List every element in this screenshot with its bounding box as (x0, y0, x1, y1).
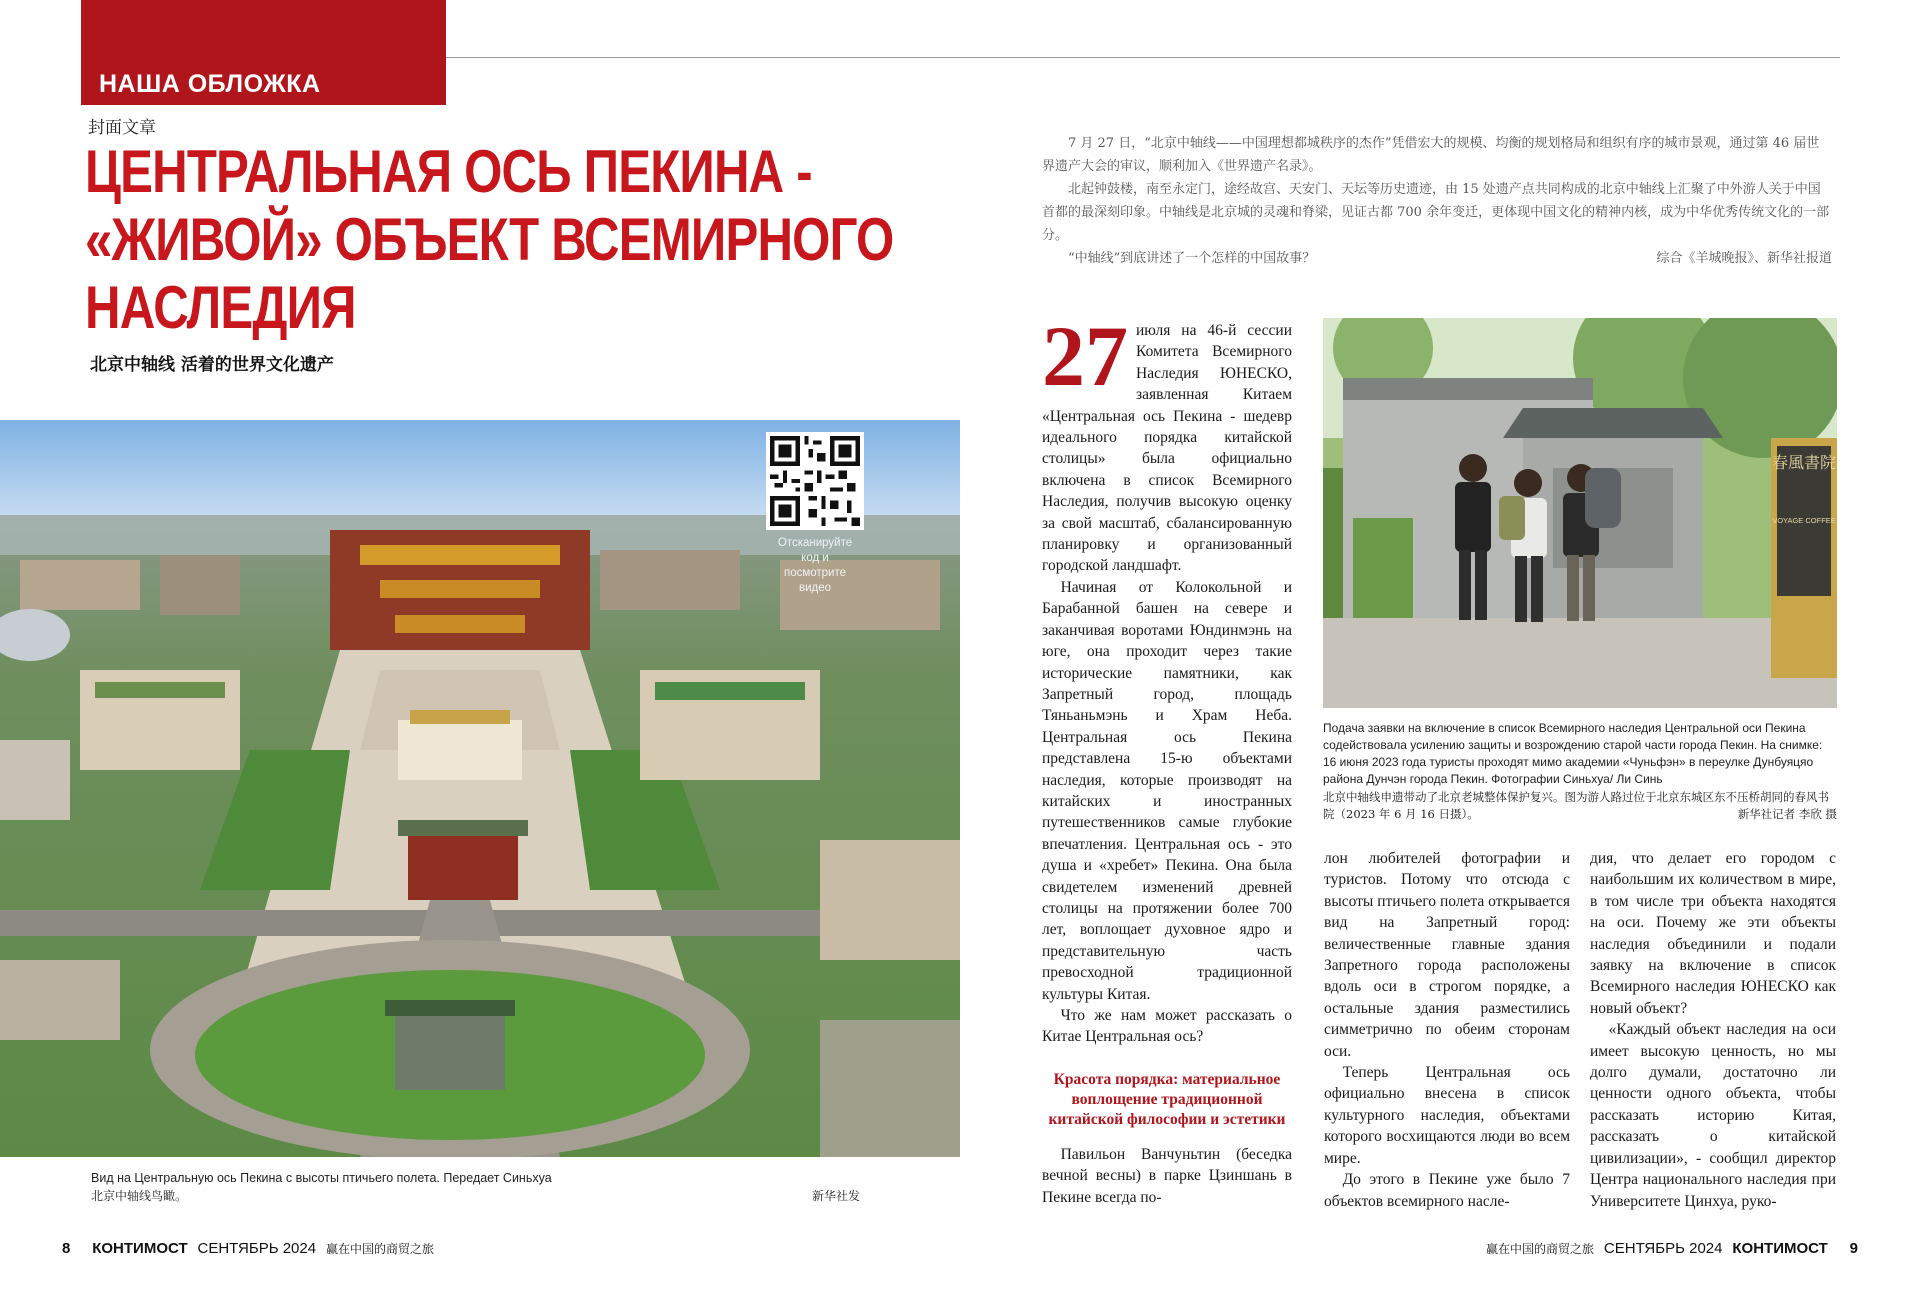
article-paragraph: Теперь Центральная ось официально внесена в список культурного наследия, объектами которого восхищаются люди во всем мире. (1324, 1064, 1570, 1167)
article-paragraph: Павильон Ванчуньтин (беседка вечной весны) в парке Цзиншань в Пекине всегда по- (1042, 1145, 1292, 1206)
sign-chinese-text: 春風書院 (1771, 453, 1837, 472)
top-divider (446, 57, 1840, 58)
street-photo-illustration (1323, 318, 1837, 708)
article-paragraph: «Каждый объект наследия на оси имеет высокую ценность, но мы долго думали, достаточно ли ценности одного объекта, чтобы рассказать историю Китая, рассказать о китайской цивилизации», - сообщил директор Центра национального наследия при Университете Цинхуа, руко- (1590, 1021, 1836, 1210)
page-number: 9 (1849, 1240, 1858, 1257)
slogan-cn: 赢在中国的商贸之旅 (1486, 1242, 1595, 1256)
qr-code[interactable] (766, 432, 864, 530)
article-paragraph: До этого в Пекине уже было 7 объектов всемирного насле- (1324, 1171, 1570, 1210)
qr-code-icon (770, 436, 860, 526)
article-column-2 (1324, 848, 1570, 1212)
street-photo-caption: Подача заявки на включение в список Всемирного наследия Центральной оси Пекина содействовала усилению защиты и возрождению старой части города Пекин. На снимке: 16 июня 2023 года туристы проходят мимо академии «Чуньфэн» в переулке Дунбуяцяо района Дунчэн города Пекин. Фотографии Синьхуа/ Ли Синь (1323, 721, 1823, 786)
headline-line-3: НАСЛЕДИЯ (85, 274, 356, 341)
intro-cn-paragraph: 北起钟鼓楼，南至永定门，途经故宫、天安门、天坛等历史遗迹，由 15 处遗产点共同构成的北京中轴线上汇聚了中外游人关于中国首都的最深刻印象。中轴线是北京城的灵魂和脊梁，见证古都 700 余年变迁，更体现中国文化的精神内核，成为中华优秀传统文化的一部分。 (1042, 182, 1830, 243)
street-photo (1323, 318, 1837, 708)
qr-caption: Отсканируйте код и посмотрите видео (777, 537, 853, 594)
article-paragraph: лон любителей фотографии и туристов. Потому что отсюда с высоты птичьего полета открывается вид на Запретный город: величественные главные здания Запретного города расположены вдоль оси в строгом порядке, а остальные здания разместились симметрично по обеим сторонам оси. (1324, 850, 1570, 1060)
slogan-cn: 赢在中国的商贸之旅 (325, 1242, 434, 1256)
photo-caption-cn: 北京中轴线鸟瞰。 (91, 1189, 188, 1203)
article-column-3 (1590, 848, 1836, 1212)
page-number: 8 (62, 1240, 71, 1257)
issue-date: СЕНТЯБРЬ 2024 (1603, 1240, 1723, 1257)
intro-cn (1042, 132, 1832, 270)
footer-right (1486, 1240, 1858, 1257)
article-paragraph: дия, что делает его городом с наибольшим их количеством в мире, в том числе три объекта находятся на оси. Почему же эти объекты наследия объединили и подали заявку на включение в список Всемирного наследия ЮНЕСКО как новый объект? (1590, 850, 1836, 1017)
intro-cn-paragraph: 7 月 27 日，“北京中轴线——中国理想都城秩序的杰作”凭借宏大的规模、均衡的规划格局和组织有序的城市景观，通过第 46 届世界遗产大会的审议，顺利加入《世界遗产名录》。 (1042, 136, 1820, 174)
intro-cn-question: “中轴线”到底讲述了一个怎样的中国故事？ (1068, 251, 1316, 266)
article-paragraph: Что же нам может рассказать о Китае Центральная ось? (1042, 1007, 1292, 1046)
subtitle-cn: 北京中轴线 活着的世界文化遗产 (90, 355, 334, 375)
section-heading: Красота порядка: материальное воплощение традиционной китайской философии и эстетики (1048, 1070, 1286, 1128)
article-paragraph: июля на 46-й сессии Комитета Всемирного Наследия ЮНЕСКО, заявленная Китаем «Центральная ось Пекина - шедевр идеального порядка китайской столицы» была официально включена в список Всемирного Наследия, получив высокую оценку за свой масштаб, сбалансированную планировку и организованный городской ландшафт. (1042, 322, 1292, 575)
magazine-brand: КОНТИМОСТ (92, 1240, 188, 1257)
street-photo-caption-cn (1323, 789, 1837, 823)
headline (85, 138, 894, 342)
photo-caption: Вид на Центральную ось Пекина с высоты птичьего полета. Передает Синьхуа (91, 1171, 552, 1185)
section-banner (81, 0, 446, 105)
intro-cn-closing (1042, 247, 1832, 270)
street-photo-caption-cn-text: 北京中轴线申遗带动了北京老城整体保护复兴。图为游人路过位于北京东城区东不压桥胡同的春风书院（2023 年 6 月 16 日摄）。 (1323, 790, 1829, 821)
headline-line-1: ЦЕНТРАЛЬНАЯ ОСЬ ПЕКИНА - (85, 138, 812, 205)
issue-date: СЕНТЯБРЬ 2024 (197, 1240, 317, 1257)
section-banner-label: НАША ОБЛОЖКА (99, 70, 321, 98)
article-column-1 (1042, 308, 1292, 1208)
magazine-brand: КОНТИМОСТ (1732, 1240, 1828, 1257)
footer-left (62, 1240, 434, 1257)
article-paragraph: Начиная от Колокольной и Барабанной башен на севере и заканчивая воротами Юндинмэнь на юге, она проходит через такие исторические памятники, как Запретный город, площадь Тяньаньмэнь и Храм Неба. Центральная ось Пекина представлена 15-ю объектами наследия, которые производят на китайских и иностранных путешественников самые глубокие впечатления. Центральная ось - это душа и «хребет» Пекина. Она была свидетелем изменений древней столицы на протяжении более 700 лет, воплощает духовное ядро и представительную часть превосходной традиционной культуры Китая. (1042, 578, 1292, 1003)
section-tag-cn: 封面文章 (88, 118, 156, 138)
street-photo-credit-cn: 新华社记者 李欣 摄 (1737, 807, 1837, 821)
sign-english-text: VOYAGE COFFEE (1772, 516, 1836, 525)
headline-line-2: «ЖИВОЙ» ОБЪЕКТ ВСЕМИРНОГО (85, 206, 894, 273)
intro-cn-source: 综合《羊城晚报》、新华社报道 (1656, 251, 1832, 266)
drop-cap: 27 (1042, 308, 1128, 404)
photo-credit-cn: 新华社发 (812, 1189, 861, 1203)
